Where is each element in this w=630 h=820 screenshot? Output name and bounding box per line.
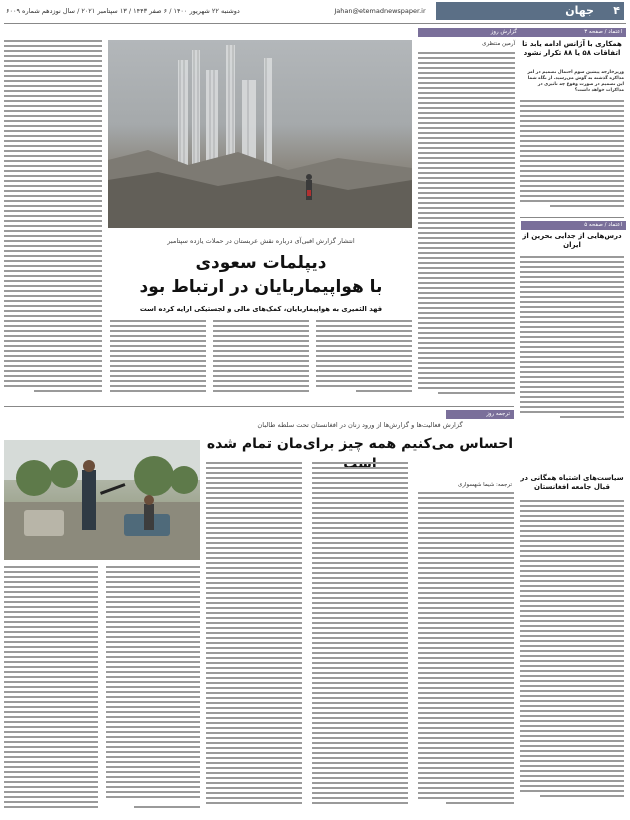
main-headline-2: با هواپیماربایان در ارتباط بود xyxy=(139,277,383,297)
story-two-headline: احساس می‌کنیم همه چیز برای‌مان تمام شده xyxy=(206,436,514,452)
section-email[interactable]: Jahan@etemadnewspaper.ir xyxy=(334,7,426,15)
page-header xyxy=(0,0,630,22)
story-two-byline: ترجمه: شیما شهسواری xyxy=(458,482,512,488)
header-rule xyxy=(4,23,626,24)
main-story-body-left xyxy=(4,40,102,400)
main-kicker: انتشار گزارش افبی‌آی درباره نقش عربستان در حملات یازده سپتامبر xyxy=(167,237,355,245)
main-subhead: فهد الثمیری به هواپیماربایان، کمک‌های مالی و لجستیکی ارایه کرده است xyxy=(139,305,383,313)
sidebar-top-label: اعتماد / صفحه ۳ xyxy=(521,28,626,37)
sidebar-top-lede: وزیرخارجه پیشین سوم احتمال تصمیم در امر مذاکره گذشته به گوش می‌رسید. از نگاه شما این تصمیم در صورت وقوع چه تاثیری در مذاکرات خواهد داشت؟ xyxy=(527,70,624,93)
sidebar-top-headline: همکاری با آژانس ادامه یابد تا اتفاقات ۵۸ یا ۸۸ تکرار نشود xyxy=(522,40,622,57)
sidebar-divider xyxy=(520,217,624,218)
sidebar-bottom-body xyxy=(520,500,624,810)
issue-date-line: دوشنبه ۲۲ شهریور ۱۴۰۰ / ۶ صفر ۱۴۴۳ / ۱۳ سپتامبر ۲۰۲۱ / سال نوزدهم شماره ۶۰۰۹ xyxy=(6,7,240,15)
main-headline-1: دیپلمات سعودی xyxy=(195,253,327,273)
main-column-label: گزارش روز xyxy=(418,28,521,37)
story-two-photo xyxy=(4,440,200,560)
story-two-label: ترجمه روز xyxy=(446,410,514,419)
main-byline: آرمین منتظری xyxy=(482,41,515,47)
section-title: جهان xyxy=(565,4,594,17)
sidebar-bottom-headline: سیاست‌های اشتباه همگانی در قبال جامعه افغانستان xyxy=(520,474,624,491)
sidebar-top-body xyxy=(520,100,624,212)
sidebar-mid-headline: درس‌هایی از جدایی بحرین از ایران xyxy=(522,232,622,249)
main-photo xyxy=(108,40,412,228)
story-two-body xyxy=(206,462,514,816)
story-two-body-left xyxy=(4,566,200,816)
section-rule xyxy=(4,406,514,407)
sidebar-mid-label: اعتماد / صفحه ۵ xyxy=(521,221,626,230)
main-story-body-right xyxy=(418,52,515,400)
main-story-body-center xyxy=(110,320,412,400)
page-number: ۴ xyxy=(613,4,620,17)
sidebar-mid-body xyxy=(520,256,624,424)
section-banner xyxy=(436,2,624,20)
story-two-kicker: گزارش فعالیت‌ها و گزارش‌ها از ورود زنان در افغانستان تحت سلطه طالبان xyxy=(257,421,463,429)
